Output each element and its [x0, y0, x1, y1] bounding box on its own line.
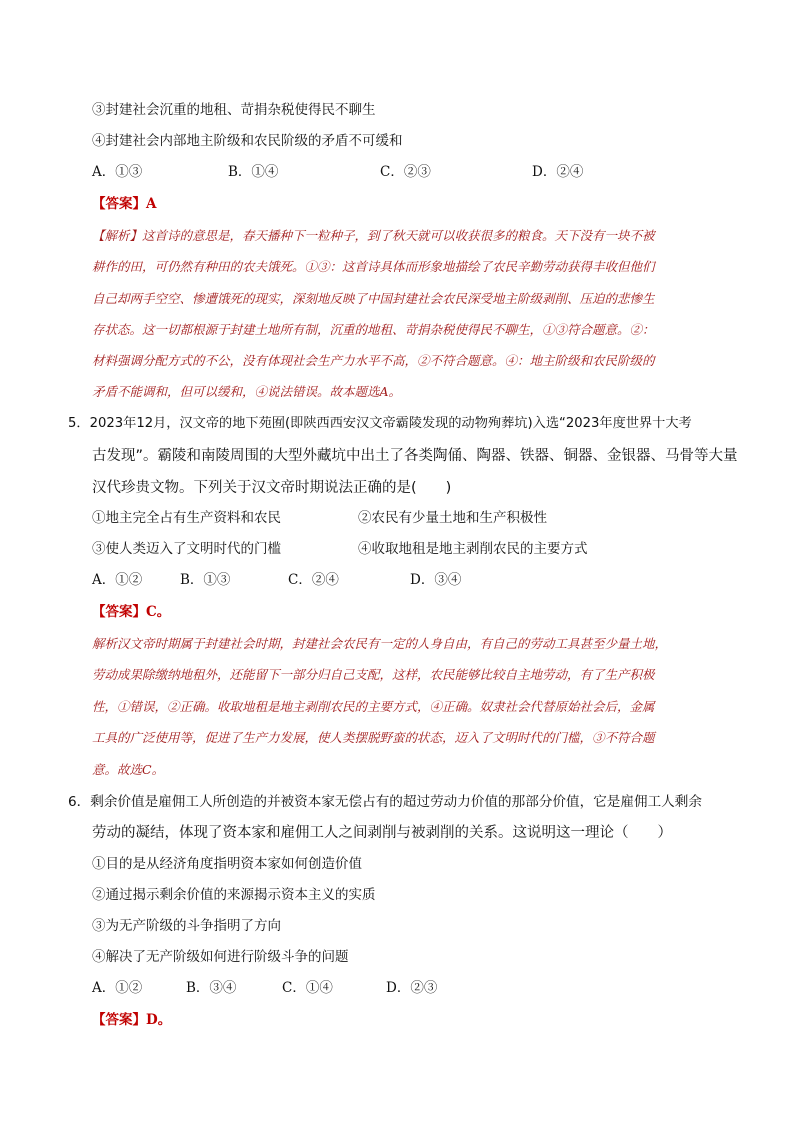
- q5-explanation-line: 性，①错误，②正确。收取地租是地主剥削农民的主要方式，④正确。奴隶社会代替原始社会后，金属: [92, 699, 655, 714]
- q5-option-d: D．③④: [410, 572, 462, 588]
- q6-item-4: ④解决了无产阶级如何进行阶级斗争的问题: [92, 949, 349, 965]
- q4-explanation-line: 材料强调分配方式的不公，没有体现社会生产力水平不高，②不符合题意。④：地主阶级和农民阶级的: [92, 353, 655, 368]
- q5-explanation-line: 工具的广泛使用等，促进了生产力发展，使人类摆脱野蛮的状态，迈入了文明时代的门槛，③不符合题: [92, 730, 655, 745]
- q5-stem-line: 汉代珍贵文物。下列关于汉文帝时期说法正确的是( ): [92, 480, 452, 496]
- q5-stem-line: 5．2023年12月，汉文帝的地下苑囿(即陕西西安汉文帝霸陵发现的动物殉葬坑)入选“2023年度世界十大考: [68, 416, 692, 431]
- q6-option-a: A．①②: [92, 980, 143, 996]
- q4-option-d: D．②④: [532, 164, 584, 180]
- q5-item-1: ①地主完全占有生产资料和农民: [92, 510, 281, 526]
- q4-answer: 【答案】A: [92, 196, 157, 212]
- q6-option-b: B．③④: [186, 980, 237, 996]
- q6-item-1: ①目的是从经济角度指明资本家如何创造价值: [92, 856, 362, 872]
- q5-option-b: B．①③: [180, 572, 231, 588]
- q6-stem-line: 劳动的凝结，体现了资本家和雇佣工人之间剥削与被剥削的关系。这说明这一理论（ ）: [92, 825, 672, 841]
- q4-option-a: A．①③: [92, 164, 143, 180]
- q4-item-3: ③封建社会沉重的地租、苛捐杂税使得民不聊生: [92, 102, 376, 118]
- q5-item-4: ④收取地租是地主剥削农民的主要方式: [358, 541, 588, 557]
- q5-item-3: ③使人类迈入了文明时代的门槛: [92, 541, 281, 557]
- q5-answer: 【答案】C。: [92, 604, 171, 620]
- q5-explanation-line: 劳动成果除缴纳地租外，还能留下一部分归自己支配，这样，农民能够比较自主地劳动，有了生产积极: [92, 667, 655, 682]
- q5-option-c: C．②④: [288, 572, 339, 588]
- q4-explanation-line: 耕作的田，可仍然有种田的农夫饿死。①③：这首诗具体而形象地描绘了农民辛勤劳动获得丰收但他们: [92, 259, 655, 274]
- q4-option-c: C．②③: [380, 164, 431, 180]
- q4-option-b: B．①④: [228, 164, 279, 180]
- q4-explanation-line: 【解析】这首诗的意思是，春天播种下一粒种子，到了秋天就可以收获很多的粮食。天下没有一块不被: [92, 228, 655, 243]
- q4-explanation-line: 存状态。这一切都根源于封建土地所有制，沉重的地租、苛捐杂税使得民不聊生，①③符合题意。②：: [92, 322, 655, 337]
- q5-explanation-line: 意。故选C。: [92, 762, 165, 777]
- q6-option-d: D．②③: [386, 980, 438, 996]
- q4-explanation-line: 矛盾不能调和，但可以缓和，④说法错误。故本题选A。: [92, 384, 402, 399]
- q4-item-4: ④封建社会内部地主阶级和农民阶级的矛盾不可缓和: [92, 133, 403, 149]
- q5-item-2: ②农民有少量土地和生产积极性: [358, 510, 547, 526]
- q5-option-a: A．①②: [92, 572, 143, 588]
- q4-explanation-line: 自己却两手空空、惨遭饿死的现实，深刻地反映了中国封建社会农民深受地主阶级剥削、压迫的悲惨生: [92, 291, 655, 306]
- q6-option-c: C．①④: [282, 980, 333, 996]
- q6-stem-line: 6．剩余价值是雇佣工人所创造的并被资本家无偿占有的超过劳动力价值的那部分价值，它是雇佣工人剩余: [68, 794, 702, 810]
- q6-item-3: ③为无产阶级的斗争指明了方向: [92, 918, 281, 934]
- q5-explanation-line: 解析汉文帝时期属于封建社会时期，封建社会农民有一定的人身自由，有自己的劳动工具甚至少量土地，: [92, 636, 668, 651]
- q6-answer: 【答案】D。: [92, 1012, 172, 1028]
- q5-stem-line: 古发现”。霸陵和南陵周围的大型外藏坑中出土了各类陶俑、陶器、铁器、铜器、金银器、马骨等大量: [92, 448, 738, 464]
- q6-item-2: ②通过揭示剩余价值的来源揭示资本主义的实质: [92, 887, 376, 903]
